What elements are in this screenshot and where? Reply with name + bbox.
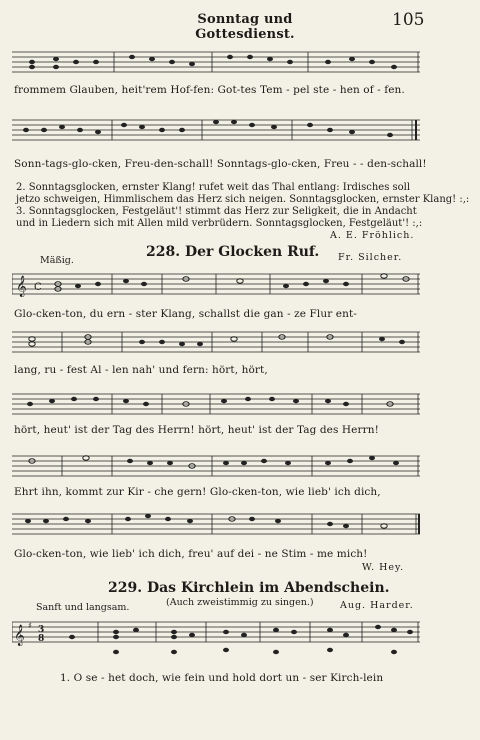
svg-text:3: 3 [38, 625, 45, 635]
staff-notation [12, 508, 420, 542]
verse-text: jetzo schweigen, Himmlischem das Herz sich neigen. Sonntagsglocken, ernster Klang! :,: [16, 194, 470, 205]
lyric-line: lang, ru - fest Al - len nah' und fern: hört, hört, [14, 364, 268, 376]
song-title: 228. Der Glocken Ruf. [146, 244, 320, 260]
lyricist-credit: A. E. Fröhlich. [330, 230, 415, 241]
composer-credit: Fr. Silcher. [338, 252, 403, 263]
lyricist-credit: W. Hey. [362, 562, 405, 573]
staff-notation [12, 388, 420, 422]
tempo-marking: Mäßig. [40, 255, 74, 266]
svg-text:C: C [34, 282, 42, 293]
music-staff [12, 268, 420, 302]
staff-notation [12, 450, 420, 484]
staff-notation [12, 268, 420, 302]
verse-text: 3. Sonntagsglocken, Festgeläut'! stimmt das Herz zur Seligkeit, die in Andacht [16, 206, 417, 217]
music-staff [12, 326, 420, 360]
staff-notation [12, 46, 420, 80]
svg-text:𝄞: 𝄞 [16, 276, 27, 297]
lyric-line: Sonn-tags-glo-cken, Freu-den-schall! Sonntags-glo-cken, Freu - - den-schall! [14, 158, 427, 170]
lyric-line: frommem Glauben, heit'rem Hof-fen: Got-tes Tem - pel ste - hen of - fen. [14, 84, 405, 96]
music-staff [12, 614, 420, 668]
svg-text:𝄞: 𝄞 [14, 625, 25, 646]
page-number: 105 [392, 10, 425, 30]
music-staff [12, 46, 420, 80]
lyric-line: Glo-cken-ton, wie lieb' ich dich, freu' auf dei - ne Stim - me mich! [14, 548, 368, 560]
song-title: 229. Das Kirchlein im Abendschein. [108, 580, 390, 596]
lyric-line: 1. O se - het doch, wie fein und hold dort un - ser Kirch-lein [60, 672, 384, 684]
staff-notation [12, 114, 420, 148]
lyric-line: hört, heut' ist der Tag des Herrn! hört, heut' ist der Tag des Herrn! [14, 424, 379, 436]
music-staff [12, 508, 420, 542]
verse-text: und in Liedern sich mit Allen mild verbrüdern. Sonntagsglocken, Festgeläut'! :,: [16, 218, 423, 229]
music-staff [12, 388, 420, 422]
running-title: Sonntag und Gottesdienst. [195, 12, 295, 42]
lyric-line: Glo-cken-ton, du ern - ster Klang, schallst die gan - ze Flur ent- [14, 308, 357, 320]
staff-notation [12, 326, 420, 360]
svg-text:♯: ♯ [28, 621, 32, 630]
staff-notation [12, 614, 420, 668]
music-staff [12, 450, 420, 484]
music-staff [12, 114, 420, 148]
svg-text:8: 8 [38, 634, 45, 644]
composer-credit: Aug. Harder. [340, 600, 414, 611]
tempo-marking: Sanft und langsam. [36, 602, 130, 613]
lyric-line: Ehrt ihn, kommt zur Kir - che gern! Glo-cken-ton, wie lieb' ich dich, [14, 486, 381, 498]
performance-note: (Auch zweistimmig zu singen.) [166, 597, 314, 608]
verse-text: 2. Sonntagsglocken, ernster Klang! rufet weit das Thal entlang: Irdisches soll [16, 182, 411, 193]
